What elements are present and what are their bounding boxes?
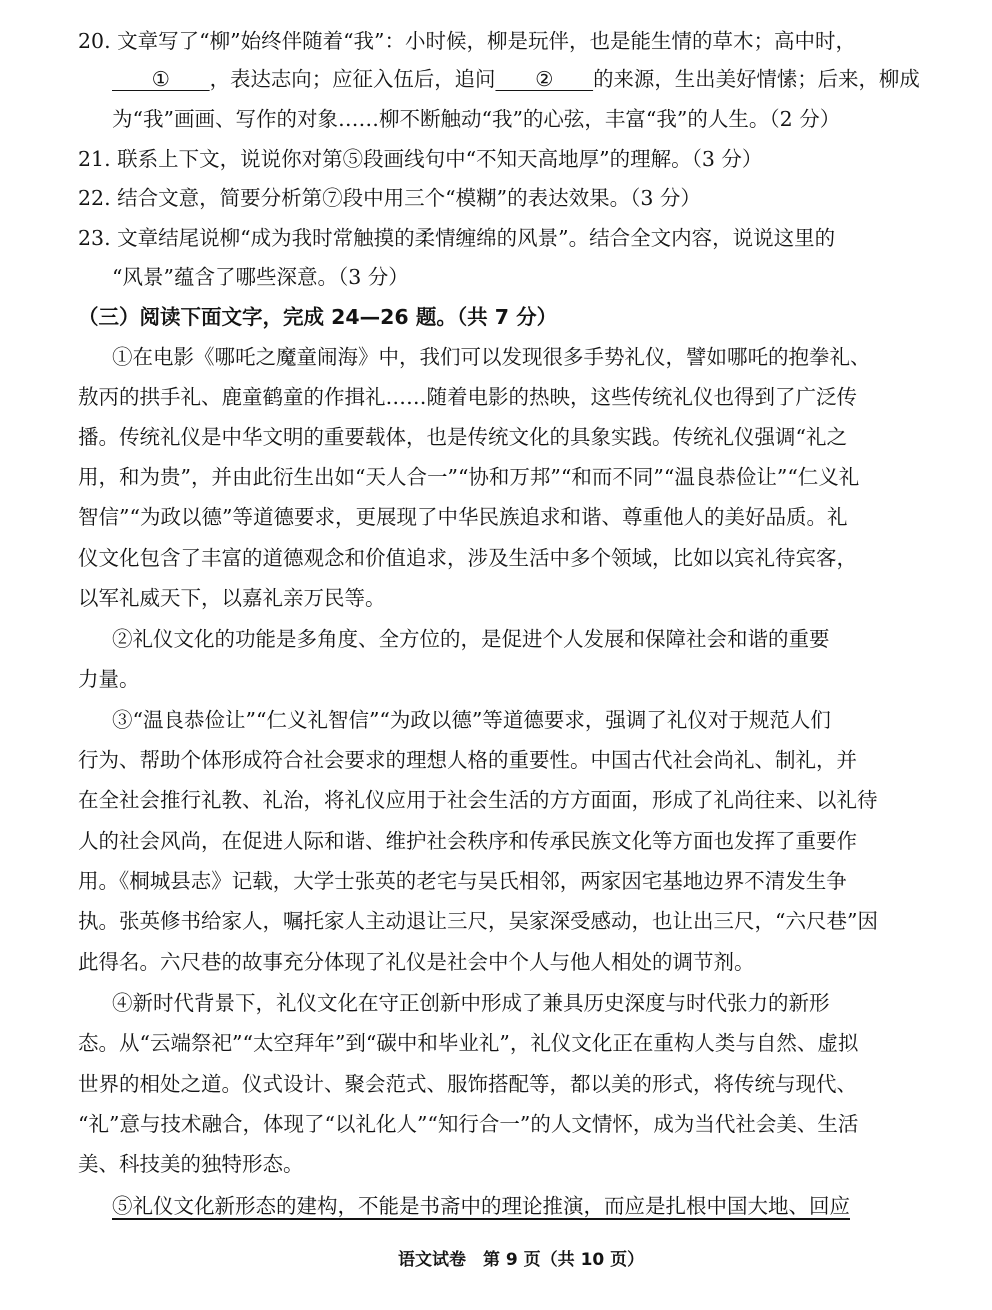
text-line: 世界的相处之道。仪式设计、聚会范式、服饰搭配等，都以美的形式，将传统与现代、 [78,1072,857,1096]
text-line: 人的社会风尚，在促进人际和谐、维护社会秩序和传承民族文化等方面也发挥了重要作 [78,829,857,853]
text-line: 态。从“云端祭祀”“太空拜年”到“碳中和毕业礼”，礼仪文化正在重构人类与自然、虚拟 [78,1031,859,1055]
text-line: 行为、帮助个体形成符合社会要求的理想人格的重要性。中国古代社会尚礼、制礼，并 [78,748,857,772]
text-line: 智信”“为政以德”等道德要求，更展现了中华民族追求和谐、尊重他人的美好品质。礼 [78,505,848,529]
text-line: 执。张英修书给家人，嘱托家人主动退让三尺，吴家深受感动，也让出三尺，“六尺巷”因 [78,909,878,933]
text-line: 敖丙的拱手礼、鹿童鹤童的作揖礼……随着电影的热映，这些传统礼仪也得到了广泛传 [78,385,857,409]
text-line: 在全社会推行礼教、礼治，将礼仪应用于社会生活的方方面面，形成了礼尚往来、以礼待 [78,788,878,812]
answer-blank-2[interactable]: ② [495,68,593,91]
text-line: ①在电影《哪吒之魔童闹海》中，我们可以发现很多手势礼仪，譬如哪吒的抱拳礼、 [112,345,871,369]
text-line: 播。传统礼仪是中华文明的重要载体，也是传统文化的具象实践。传统礼仪强调“礼之 [78,425,847,449]
q20-line2: ① ，表达志向；应征入伍后，追问 ② 的来源，生出美好情愫；后来，柳成 [112,66,920,92]
text-line: “礼”意与技术融合，体现了“以礼化人”“知行合一”的人文情怀，成为当代社会美、生活 [78,1112,859,1136]
q23-line2: “风景”蕴含了哪些深意。（3 分） [112,265,409,289]
text-line: 力量。 [78,667,140,691]
text-line: 以军礼威天下，以嘉礼亲万民等。 [78,586,386,610]
q22: 22. 结合文意，简要分析第⑦段中用三个“模糊”的表达效果。（3 分） [78,186,701,210]
q20-line3: 为“我”画画、写作的对象……柳不断触动“我”的心弦，丰富“我”的人生。（2 分） [112,107,841,131]
text-line: ④新时代背景下，礼仪文化在守正创新中形成了兼具历史深度与时代张力的新形 [112,991,830,1015]
answer-blank-1[interactable]: ① [112,68,210,91]
text-line: 此得名。六尺巷的故事充分体现了礼仪是社会中个人与他人相处的调节剂。 [78,950,755,974]
text-line: ②礼仪文化的功能是多角度、全方位的，是促进个人发展和保障社会和谐的重要 [112,627,830,651]
q21: 21. 联系上下文，说说你对第⑤段画线句中“不知天高地厚”的理解。（3 分） [78,147,763,171]
text-line: 用，和为贵”，并由此衍生出如“天人合一”“协和万邦”“和而不同”“温良恭俭让”“仁义礼 [78,465,860,489]
text-line: ③“温良恭俭让”“仁义礼智信”“为政以德”等道德要求，强调了礼仪对于规范人们 [112,708,831,732]
text-line: 仪文化包含了丰富的道德观念和价值追求，涉及生活中多个领域，比如以宾礼待宾客， [78,546,857,570]
text-line: 美、科技美的独特形态。 [78,1152,304,1176]
q20-line1: 20. 文章写了“柳”始终伴随着“我”：小时候，柳是玩伴，也是能生情的草木；高中时， [78,29,857,53]
q23-line1: 23. 文章结尾说柳“成为我时常触摸的柔情缠绵的风景”。结合全文内容，说说这里的 [78,226,836,250]
text-line: 用。《桐城县志》记载，大学士张英的老宅与吴氏相邻，两家因宅基地边界不清发生争 [78,869,847,893]
section-heading: （三）阅读下面文字，完成 24—26 题。（共 7 分） [78,305,558,329]
underlined-sentence: ⑤礼仪文化新形态的建构，不能是书斋中的理论推演，而应是扎根中国大地、回应 [112,1194,850,1218]
page-footer: 语文试卷 第 9 页（共 10 页） [398,1250,645,1270]
